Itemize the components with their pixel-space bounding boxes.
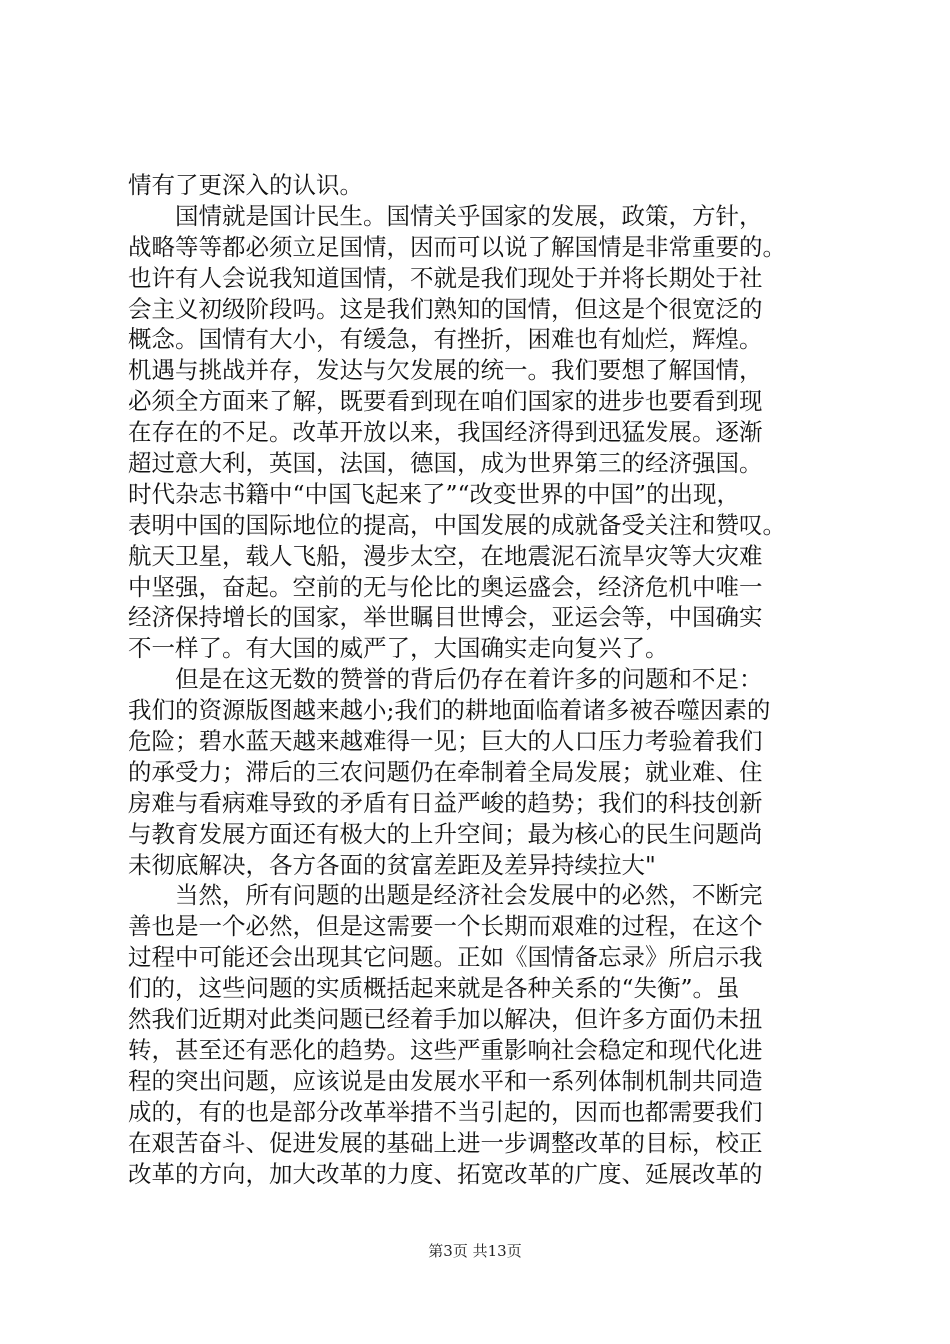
text-line: 经济保持增长的国家，举世瞩目世博会，亚运会等，中国确实 [128, 603, 763, 632]
text-line: 们的，这些问题的实质概括起来就是各种关系的“失衡”。虽 [128, 974, 740, 1003]
text-line: 改革的方向，加大改革的力度、拓宽改革的广度、延展改革的 [128, 1159, 763, 1188]
text-line: 程的突出问题，应该说是由发展水平和一系列体制机制共同造 [128, 1066, 763, 1095]
text-line: 概念。国情有大小，有缓急，有挫折，困难也有灿烂，辉煌。 [128, 325, 763, 354]
text-line: 中坚强，奋起。空前的无与伦比的奥运盛会，经济危机中唯一 [128, 572, 763, 601]
text-line: 危险；碧水蓝天越来越难得一见；巨大的人口压力考验着我们 [128, 727, 763, 756]
text-line: 必须全方面来了解，既要看到现在咱们国家的进步也要看到现 [128, 387, 763, 416]
text-line: 当然，所有问题的出题是经济社会发展中的必然，不断完 [128, 881, 763, 910]
text-line: 过程中可能还会出现其它问题。正如《国情备忘录》所启示我 [128, 943, 763, 972]
text-line: 然我们近期对此类问题已经着手加以解决，但许多方面仍未扭 [128, 1005, 763, 1034]
text-line: 未彻底解决，各方各面的贫富差距及差异持续拉大" [128, 850, 656, 879]
text-line: 国情就是国计民生。国情关乎国家的发展，政策，方针， [128, 201, 763, 230]
text-line: 超过意大利，英国，法国，德国，成为世界第三的经济强国。 [128, 449, 763, 478]
text-line: 表明中国的国际地位的提高，中国发展的成就备受关注和赞叹。 [128, 510, 786, 539]
text-line: 的承受力；滞后的三农问题仍在牵制着全局发展；就业难、住 [128, 757, 763, 786]
text-line: 与教育发展方面还有极大的上升空间；最为核心的民生问题尚 [128, 819, 763, 848]
text-line: 机遇与挑战并存，发达与欠发展的统一。我们要想了解国情， [128, 356, 763, 385]
body-text [128, 170, 828, 1189]
text-line: 不一样了。有大国的威严了，大国确实走向复兴了。 [128, 634, 669, 663]
text-line: 情有了更深入的认识。 [128, 171, 363, 199]
text-line: 善也是一个必然，但是这需要一个长期而艰难的过程，在这个 [128, 912, 763, 941]
text-line: 我们的资源版图越来越小;我们的耕地面临着诸多被吞噬因素的 [128, 696, 771, 725]
text-line: 但是在这无数的赞誉的背后仍存在着许多的问题和不足： [128, 665, 763, 694]
text-line: 成的，有的也是部分改革举措不当引起的，因而也都需要我们 [128, 1097, 763, 1126]
text-line: 在存在的不足。改革开放以来，我国经济得到迅猛发展。逐渐 [128, 418, 763, 447]
page-footer: 第3页 共13页 [428, 1242, 522, 1260]
text-line: 房难与看病难导致的矛盾有日益严峻的趋势；我们的科技创新 [128, 788, 763, 817]
text-line: 会主义初级阶段吗。这是我们熟知的国情，但这是个很宽泛的 [128, 294, 763, 323]
text-line: 转，甚至还有恶化的趋势。这些严重影响社会稳定和现代化进 [128, 1035, 763, 1064]
text-line: 航天卫星，载人飞船，漫步太空，在地震泥石流旱灾等大灾难 [128, 541, 763, 570]
text-line: 时代杂志书籍中“中国飞起来了”“改变世界的中国”的出现， [128, 479, 741, 508]
text-line: 战略等等都必须立足国情，因而可以说了解国情是非常重要的。 [128, 232, 786, 261]
text-line: 在艰苦奋斗、促进发展的基础上进一步调整改革的目标，校正 [128, 1128, 763, 1157]
text-line: 也许有人会说我知道国情，不就是我们现处于并将长期处于社 [128, 263, 763, 292]
